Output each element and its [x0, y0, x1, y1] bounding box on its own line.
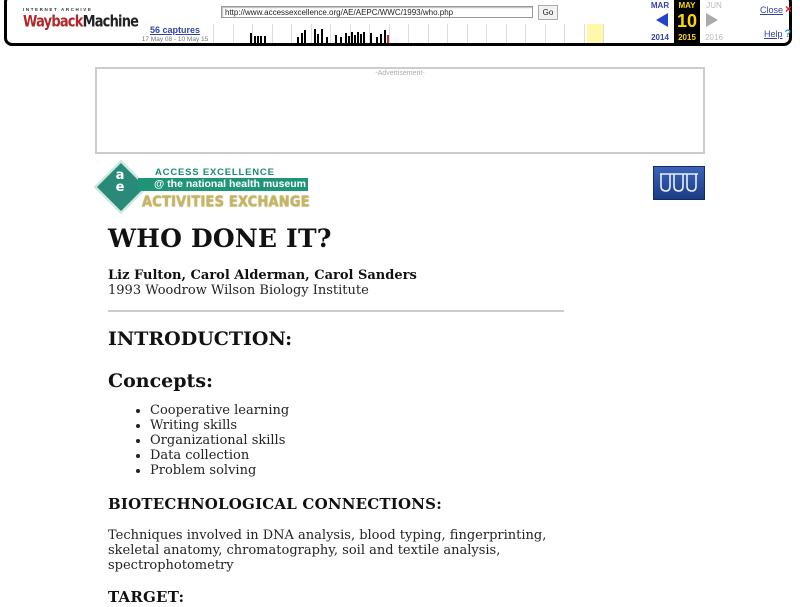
sparkline-gridline — [291, 24, 292, 43]
sparkline-gridline — [525, 24, 526, 43]
capture-bar[interactable] — [354, 35, 356, 43]
sparkline-gridline — [389, 24, 390, 43]
section-name: ACTIVITIES EXCHANGE — [142, 194, 310, 212]
capture-bar[interactable] — [314, 29, 316, 43]
capture-bar[interactable] — [297, 37, 299, 43]
capture-bar[interactable] — [340, 37, 342, 43]
target-heading: TARGET: — [108, 588, 185, 606]
sparkline-gridline — [330, 24, 331, 43]
list-item: • Problem solving — [150, 463, 564, 478]
sparkline-gridline — [428, 24, 429, 43]
www-logo-icon — [658, 172, 700, 194]
sparkline-gridline — [467, 24, 468, 43]
capture-bar[interactable] — [370, 33, 372, 43]
concepts-heading: Concepts: — [108, 370, 214, 392]
woodrow-wilson-logo[interactable] — [653, 166, 705, 200]
capture-bar[interactable] — [363, 32, 365, 43]
sparkline-gridline — [506, 24, 507, 43]
institute: 1993 Woodrow Wilson Biology Institute — [108, 283, 369, 298]
next-capture-arrow-icon — [706, 13, 718, 27]
sparkline-gridline — [564, 24, 565, 43]
capture-bar[interactable] — [384, 30, 386, 43]
site-name: ACCESS EXCELLENCE — [155, 167, 275, 178]
sparkline-gridline — [545, 24, 546, 43]
wayback-logo-text: Wayback — [23, 12, 83, 32]
capture-bar[interactable] — [351, 32, 353, 43]
sparkline-gridline — [486, 24, 487, 43]
sparkline-gridline — [311, 24, 312, 43]
page-title: WHO DONE IT? — [108, 224, 332, 253]
introduction-heading: INTRODUCTION: — [108, 328, 293, 350]
go-button[interactable]: Go — [538, 5, 558, 20]
list-item: • Organizational skills — [150, 433, 564, 448]
article — [108, 222, 564, 607]
current-capture-highlight — [587, 24, 603, 43]
internet-archive-label: INTERNET ARCHIVE — [23, 7, 93, 12]
advertisement-box — [95, 67, 705, 154]
capture-bar[interactable] — [376, 37, 378, 43]
list-item: • Writing skills — [150, 418, 564, 433]
wayback-toolbar — [4, 0, 792, 46]
sparkline-gridline — [272, 24, 273, 43]
captures-range: 17 May 08 - 10 May 15 — [141, 36, 209, 43]
sparkline-gridline — [233, 24, 234, 43]
access-excellence-logo[interactable]: a e ACCESS EXCELLENCE @ the national health museum ACTIVITIES EXCHANGE — [98, 166, 310, 218]
sparkline-gridline — [408, 24, 409, 43]
url-input[interactable]: http://www.accessexcellence.org/AE/AEPC/WWC/1993/who.php — [221, 6, 533, 18]
machine-logo-text: Machine — [82, 12, 139, 32]
help-icon[interactable]: ? — [784, 28, 792, 40]
capture-bar[interactable] — [304, 30, 306, 43]
captures-info — [135, 25, 215, 43]
capture-bar[interactable] — [260, 36, 262, 43]
capture-bar[interactable] — [326, 37, 328, 43]
close-button[interactable]: Close × — [760, 2, 793, 16]
sparkline-gridline — [213, 24, 214, 43]
calendar-next-month: JUN 2016 — [705, 1, 723, 42]
list-item: • Cooperative learning — [150, 403, 564, 418]
capture-bar[interactable] — [345, 33, 347, 43]
sparkline-gridline — [252, 24, 253, 43]
sparkline-gridline — [447, 24, 448, 43]
capture-bar[interactable] — [250, 33, 252, 43]
capture-bar[interactable] — [254, 36, 256, 43]
calendar-current-date: MAY 10 2015 — [674, 0, 700, 43]
authors: Liz Fulton, Carol Alderman, Carol Sanders — [108, 268, 417, 283]
capture-bar[interactable] — [257, 36, 259, 43]
capture-bar[interactable] — [264, 36, 266, 43]
current-day: 10 — [676, 11, 698, 31]
biotech-text: Techniques involved in DNA analysis, blood typing, fingerprinting, skeletal anatomy, chromatography, soil and textile analysis, spectrophotometry — [108, 528, 547, 573]
list-item: • Data collection — [150, 448, 564, 463]
capture-bar[interactable] — [387, 35, 389, 43]
sparkline-gridline — [584, 24, 585, 43]
divider — [108, 310, 564, 312]
capture-bar[interactable] — [317, 34, 319, 43]
capture-bar[interactable] — [360, 34, 362, 43]
capture-bar[interactable] — [380, 34, 382, 43]
capture-bar[interactable] — [335, 35, 337, 43]
site-tagline: @ the national health museum — [138, 178, 308, 191]
capture-bar[interactable] — [348, 36, 350, 43]
sparkline-gridline — [603, 24, 604, 43]
capture-bar[interactable] — [357, 32, 359, 43]
calendar-prev-month[interactable]: MAR 2014 — [647, 0, 673, 10]
capture-bar[interactable] — [301, 33, 303, 43]
help-button[interactable]: Help ? — [764, 28, 792, 40]
capture-bar[interactable] — [321, 29, 323, 43]
captures-link[interactable]: 56 captures — [149, 25, 201, 35]
close-icon[interactable]: × — [785, 2, 793, 16]
biotech-heading: BIOTECHNOLOGICAL CONNECTIONS: — [108, 495, 442, 513]
advertisement-label: -Advertisement- — [375, 70, 425, 77]
wayback-logo[interactable] — [23, 7, 139, 37]
concepts-list — [108, 403, 564, 478]
prev-capture-arrow-icon[interactable] — [656, 13, 668, 27]
capture-sparkline[interactable] — [213, 24, 611, 43]
prev-year[interactable]: 2014 — [651, 33, 669, 42]
